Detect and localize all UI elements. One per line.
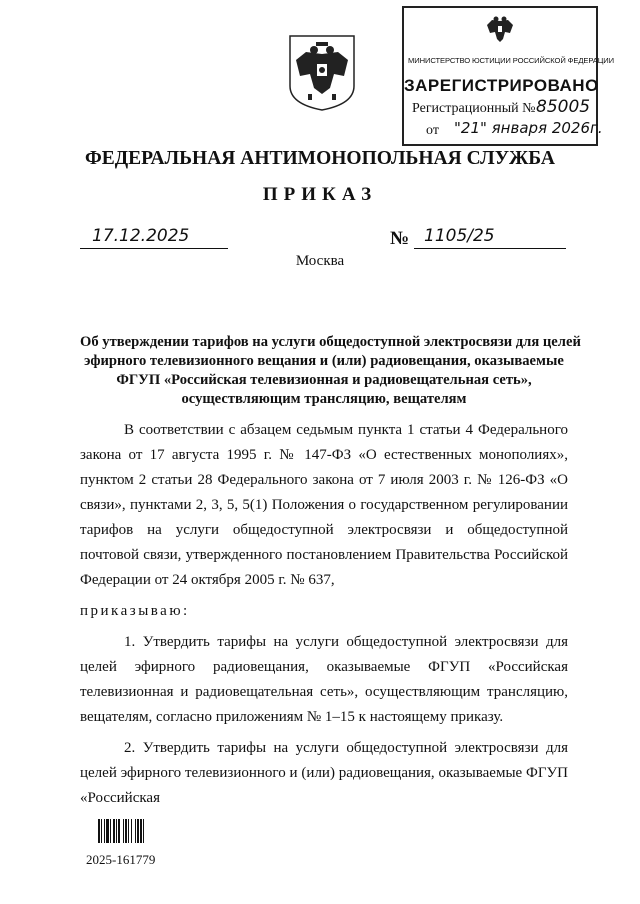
order-date: 17.12.2025 — [92, 226, 190, 246]
ministry-name: МИНИСТЕРСТВО ЮСТИЦИИ РОССИЙСКОЙ ФЕДЕРАЦИИ — [408, 56, 614, 65]
coat-of-arms-emblem — [286, 34, 358, 112]
agency-name: ФЕДЕРАЛЬНАЯ АНТИМОНОПОЛЬНАЯ СЛУЖБА — [84, 148, 556, 169]
barcode-number: 2025-161779 — [86, 852, 156, 867]
registration-stamp — [402, 6, 614, 146]
clause-2: 2. Утвердить тарифы на услуги общедоступной электросвязи для целей эфирного телевизионного и (или) радиовещания, оказываемые ФГУП «Российская — [80, 740, 568, 806]
number-sign: № — [390, 228, 410, 249]
heading-line: Об утверждении тарифов на услуги общедоступной электросвязи для целей — [80, 334, 581, 350]
number-underline — [414, 248, 566, 249]
registration-date-value: "21" января 2026г. — [454, 119, 603, 137]
order-body — [80, 418, 568, 811]
ministry-emblem-icon — [484, 12, 516, 46]
date-underline — [80, 248, 228, 249]
order-number: 1105/25 — [424, 226, 495, 246]
order-directive: приказываю: — [80, 603, 190, 619]
heading-line: эфирного телевизионного вещания и (или) радиовещания, оказываемые — [84, 353, 564, 369]
registration-date-label: от — [426, 123, 439, 138]
document-type: ПРИКАЗ — [262, 184, 378, 205]
preamble-paragraph: В соответствии с абзацем седьмым пункта 1 статьи 4 Федерального закона от 17 августа 1995 г. № 147-ФЗ «О естественных монополиях», пунктом 2 статьи 28 Федерального закона от 7 июля 2003 г. № 126-ФЗ «О связи», пунктами 2, 3, 5, 5(1) Положения о государственном регулировании тарифов на услуги общедоступной электросвязи и общедоступной почтовой связи, утвержденного постановлением Правительства Российской Федерации от 24 октября 2005 г. № 637, — [80, 422, 568, 588]
order-heading — [80, 333, 581, 409]
heading-line: ФГУП «Российская телевизионная и радиовещательная сеть», — [116, 372, 532, 388]
clause-1: 1. Утвердить тарифы на услуги общедоступной электросвязи для целей эфирного радиовещания, оказываемые ФГУП «Российская телевизионная и радиовещательная сеть», осуществляющим трансляцию, вещателям, согласно приложениям № 1–15 к настоящему приказу. — [80, 634, 568, 725]
heading-line: осуществляющим трансляцию, вещателям — [181, 391, 467, 407]
registered-label: ЗАРЕГИСТРИРОВАНО — [404, 76, 599, 95]
registration-number-value: 85005 — [536, 97, 591, 117]
barcode-icon — [98, 819, 160, 843]
city: Москва — [295, 253, 345, 269]
registration-number-label: Регистрационный № — [412, 101, 536, 116]
